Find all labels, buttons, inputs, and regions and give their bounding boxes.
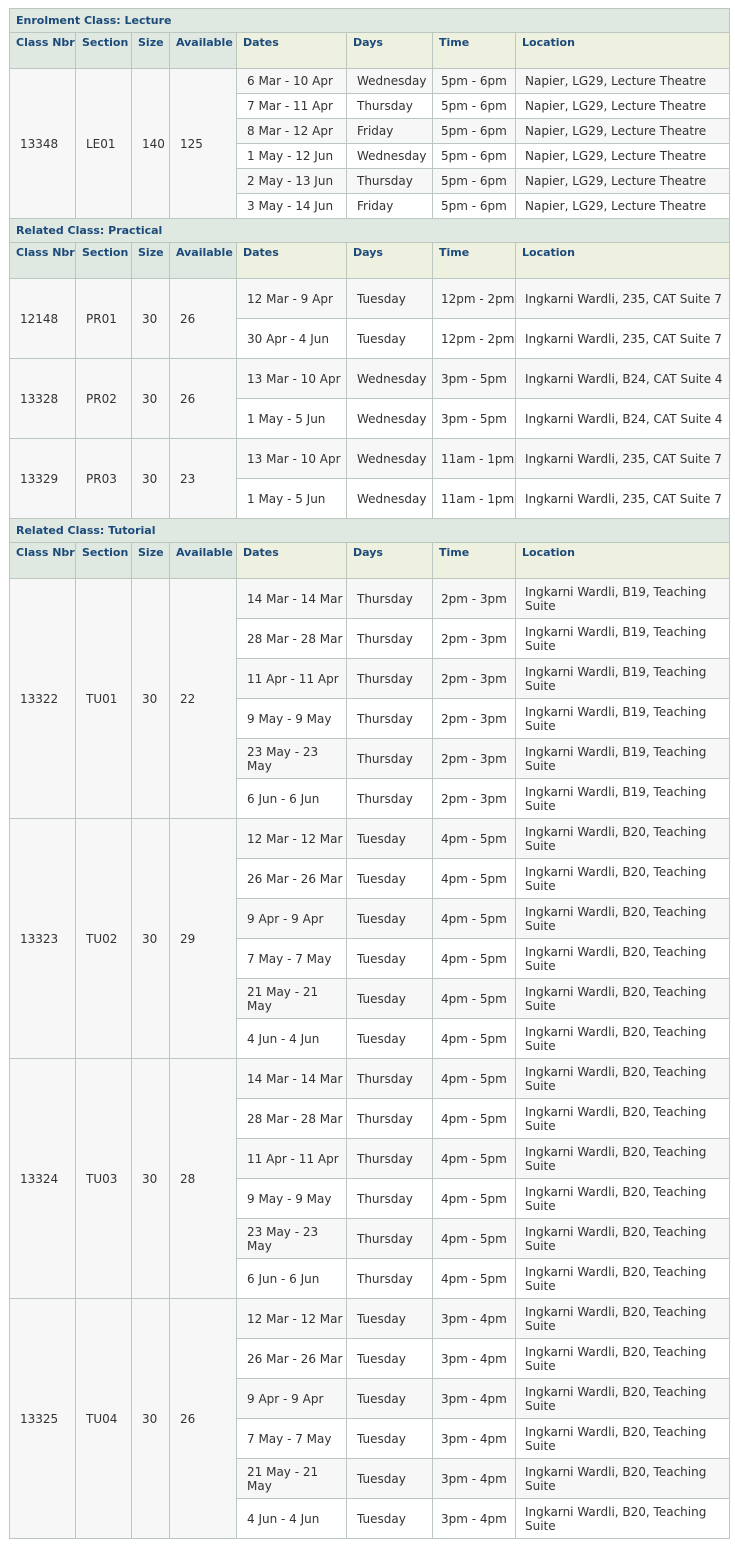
meeting-dates: 12 Mar - 12 Mar	[237, 819, 347, 859]
meeting-location: Ingkarni Wardli, B20, Teaching Suite	[516, 979, 730, 1019]
meeting-time: 4pm - 5pm	[433, 1219, 516, 1259]
meeting-location: Ingkarni Wardli, B20, Teaching Suite	[516, 1059, 730, 1099]
meeting-time: 12pm - 2pm	[433, 279, 516, 319]
header-size: Size	[132, 243, 170, 279]
class-size: 30	[132, 1299, 170, 1539]
meeting-days: Wednesday	[347, 439, 433, 479]
meeting-dates: 3 May - 14 Jun	[237, 194, 347, 219]
meeting-time: 2pm - 3pm	[433, 659, 516, 699]
class-number: 13325	[10, 1299, 76, 1539]
meeting-dates: 23 May - 23 May	[237, 739, 347, 779]
meeting-dates: 6 Mar - 10 Apr	[237, 69, 347, 94]
meeting-days: Tuesday	[347, 1299, 433, 1339]
meeting-location: Ingkarni Wardli, B19, Teaching Suite	[516, 619, 730, 659]
section-code: PR01	[76, 279, 132, 359]
meeting-days: Thursday	[347, 1259, 433, 1299]
header-class-nbr: Class Nbr	[10, 243, 76, 279]
class-schedule	[9, 8, 729, 1539]
meeting-time: 12pm - 2pm	[433, 319, 516, 359]
meeting-days: Thursday	[347, 169, 433, 194]
meeting-dates: 1 May - 5 Jun	[237, 399, 347, 439]
meeting-dates: 7 May - 7 May	[237, 1419, 347, 1459]
meeting-dates: 6 Jun - 6 Jun	[237, 1259, 347, 1299]
meeting-days: Thursday	[347, 1219, 433, 1259]
class-number: 13329	[10, 439, 76, 519]
section-code: TU01	[76, 579, 132, 819]
meeting-days: Tuesday	[347, 1019, 433, 1059]
meeting-time: 2pm - 3pm	[433, 779, 516, 819]
meeting-location: Napier, LG29, Lecture Theatre	[516, 69, 730, 94]
header-location: Location	[516, 543, 730, 579]
meeting-location: Ingkarni Wardli, B20, Teaching Suite	[516, 939, 730, 979]
meeting-location: Ingkarni Wardli, 235, CAT Suite 7	[516, 319, 730, 359]
table-row	[10, 579, 730, 619]
header-available: Available	[170, 543, 237, 579]
table-row	[10, 439, 730, 479]
meeting-dates: 9 May - 9 May	[237, 1179, 347, 1219]
meeting-dates: 26 Mar - 26 Mar	[237, 859, 347, 899]
column-header-row	[10, 243, 730, 279]
class-size: 30	[132, 359, 170, 439]
table-row	[10, 819, 730, 859]
meeting-time: 2pm - 3pm	[433, 739, 516, 779]
meeting-location: Napier, LG29, Lecture Theatre	[516, 194, 730, 219]
meeting-dates: 11 Apr - 11 Apr	[237, 1139, 347, 1179]
meeting-days: Tuesday	[347, 939, 433, 979]
meeting-location: Ingkarni Wardli, B20, Teaching Suite	[516, 819, 730, 859]
meeting-days: Tuesday	[347, 979, 433, 1019]
meeting-dates: 14 Mar - 14 Mar	[237, 579, 347, 619]
meeting-days: Thursday	[347, 1059, 433, 1099]
meeting-dates: 9 Apr - 9 Apr	[237, 899, 347, 939]
meeting-location: Ingkarni Wardli, B20, Teaching Suite	[516, 1339, 730, 1379]
meeting-location: Ingkarni Wardli, B19, Teaching Suite	[516, 579, 730, 619]
seats-available: 28	[170, 1059, 237, 1299]
meeting-dates: 28 Mar - 28 Mar	[237, 619, 347, 659]
class-size: 30	[132, 1059, 170, 1299]
seats-available: 26	[170, 279, 237, 359]
meeting-location: Ingkarni Wardli, B20, Teaching Suite	[516, 1139, 730, 1179]
meeting-dates: 4 Jun - 4 Jun	[237, 1499, 347, 1539]
seats-available: 29	[170, 819, 237, 1059]
meeting-dates: 1 May - 5 Jun	[237, 479, 347, 519]
meeting-location: Ingkarni Wardli, B19, Teaching Suite	[516, 779, 730, 819]
meeting-days: Tuesday	[347, 1459, 433, 1499]
meeting-time: 4pm - 5pm	[433, 859, 516, 899]
meeting-days: Wednesday	[347, 144, 433, 169]
meeting-time: 2pm - 3pm	[433, 699, 516, 739]
table-row	[10, 279, 730, 319]
header-days: Days	[347, 543, 433, 579]
meeting-days: Thursday	[347, 619, 433, 659]
header-size: Size	[132, 33, 170, 69]
meeting-dates: 2 May - 13 Jun	[237, 169, 347, 194]
section-code: PR02	[76, 359, 132, 439]
meeting-dates: 13 Mar - 10 Apr	[237, 359, 347, 399]
meeting-days: Thursday	[347, 1179, 433, 1219]
seats-available: 125	[170, 69, 237, 219]
meeting-location: Ingkarni Wardli, B20, Teaching Suite	[516, 1459, 730, 1499]
table-row	[10, 69, 730, 94]
meeting-time: 4pm - 5pm	[433, 899, 516, 939]
meeting-time: 11am - 1pm	[433, 439, 516, 479]
header-time: Time	[433, 543, 516, 579]
meeting-dates: 9 May - 9 May	[237, 699, 347, 739]
meeting-days: Tuesday	[347, 1339, 433, 1379]
meeting-dates: 28 Mar - 28 Mar	[237, 1099, 347, 1139]
meeting-location: Napier, LG29, Lecture Theatre	[516, 144, 730, 169]
meeting-time: 3pm - 4pm	[433, 1379, 516, 1419]
meeting-days: Friday	[347, 119, 433, 144]
section-code: LE01	[76, 69, 132, 219]
meeting-days: Tuesday	[347, 1379, 433, 1419]
meeting-days: Thursday	[347, 94, 433, 119]
meeting-time: 4pm - 5pm	[433, 1259, 516, 1299]
meeting-time: 4pm - 5pm	[433, 939, 516, 979]
header-section: Section	[76, 543, 132, 579]
meeting-time: 4pm - 5pm	[433, 1099, 516, 1139]
header-dates: Dates	[237, 543, 347, 579]
meeting-time: 3pm - 4pm	[433, 1459, 516, 1499]
meeting-time: 5pm - 6pm	[433, 144, 516, 169]
section-title: Related Class: Tutorial	[10, 519, 730, 543]
meeting-dates: 7 May - 7 May	[237, 939, 347, 979]
meeting-time: 3pm - 4pm	[433, 1499, 516, 1539]
header-time: Time	[433, 33, 516, 69]
meeting-location: Napier, LG29, Lecture Theatre	[516, 169, 730, 194]
section-title: Enrolment Class: Lecture	[10, 9, 730, 33]
header-section: Section	[76, 33, 132, 69]
meeting-time: 5pm - 6pm	[433, 69, 516, 94]
meeting-dates: 11 Apr - 11 Apr	[237, 659, 347, 699]
section-code: TU04	[76, 1299, 132, 1539]
meeting-days: Thursday	[347, 779, 433, 819]
meeting-time: 4pm - 5pm	[433, 1059, 516, 1099]
meeting-location: Ingkarni Wardli, B20, Teaching Suite	[516, 1299, 730, 1339]
meeting-location: Ingkarni Wardli, B19, Teaching Suite	[516, 659, 730, 699]
meeting-location: Ingkarni Wardli, B19, Teaching Suite	[516, 739, 730, 779]
table-row	[10, 1299, 730, 1339]
meeting-days: Thursday	[347, 739, 433, 779]
class-size: 30	[132, 579, 170, 819]
meeting-time: 4pm - 5pm	[433, 1019, 516, 1059]
class-number: 13328	[10, 359, 76, 439]
seats-available: 22	[170, 579, 237, 819]
section-title: Related Class: Practical	[10, 219, 730, 243]
meeting-time: 3pm - 5pm	[433, 399, 516, 439]
meeting-time: 2pm - 3pm	[433, 579, 516, 619]
table-row	[10, 359, 730, 399]
meeting-location: Ingkarni Wardli, B24, CAT Suite 4	[516, 359, 730, 399]
schedule-body	[10, 9, 730, 1539]
meeting-dates: 9 Apr - 9 Apr	[237, 1379, 347, 1419]
meeting-time: 4pm - 5pm	[433, 1139, 516, 1179]
meeting-days: Wednesday	[347, 359, 433, 399]
class-number: 13348	[10, 69, 76, 219]
class-schedule-table	[9, 8, 730, 1539]
meeting-days: Thursday	[347, 1099, 433, 1139]
meeting-days: Thursday	[347, 579, 433, 619]
meeting-dates: 7 Mar - 11 Apr	[237, 94, 347, 119]
meeting-time: 5pm - 6pm	[433, 194, 516, 219]
section-title-row	[10, 9, 730, 33]
meeting-location: Ingkarni Wardli, B20, Teaching Suite	[516, 859, 730, 899]
meeting-days: Thursday	[347, 659, 433, 699]
meeting-location: Ingkarni Wardli, B24, CAT Suite 4	[516, 399, 730, 439]
header-available: Available	[170, 243, 237, 279]
class-size: 140	[132, 69, 170, 219]
meeting-dates: 12 Mar - 12 Mar	[237, 1299, 347, 1339]
meeting-time: 3pm - 5pm	[433, 359, 516, 399]
header-location: Location	[516, 33, 730, 69]
header-time: Time	[433, 243, 516, 279]
header-available: Available	[170, 33, 237, 69]
meeting-days: Tuesday	[347, 899, 433, 939]
section-title-row	[10, 519, 730, 543]
meeting-dates: 12 Mar - 9 Apr	[237, 279, 347, 319]
class-size: 30	[132, 819, 170, 1059]
meeting-time: 5pm - 6pm	[433, 169, 516, 194]
class-number: 13324	[10, 1059, 76, 1299]
meeting-location: Ingkarni Wardli, 235, CAT Suite 7	[516, 479, 730, 519]
class-number: 13322	[10, 579, 76, 819]
meeting-time: 5pm - 6pm	[433, 94, 516, 119]
meeting-time: 4pm - 5pm	[433, 979, 516, 1019]
header-class-nbr: Class Nbr	[10, 33, 76, 69]
meeting-time: 3pm - 4pm	[433, 1419, 516, 1459]
meeting-dates: 26 Mar - 26 Mar	[237, 1339, 347, 1379]
meeting-location: Napier, LG29, Lecture Theatre	[516, 119, 730, 144]
meeting-location: Ingkarni Wardli, 235, CAT Suite 7	[516, 439, 730, 479]
meeting-location: Ingkarni Wardli, B19, Teaching Suite	[516, 699, 730, 739]
section-title-row	[10, 219, 730, 243]
meeting-dates: 23 May - 23 May	[237, 1219, 347, 1259]
seats-available: 26	[170, 1299, 237, 1539]
class-size: 30	[132, 279, 170, 359]
meeting-location: Ingkarni Wardli, B20, Teaching Suite	[516, 1379, 730, 1419]
header-days: Days	[347, 33, 433, 69]
meeting-time: 2pm - 3pm	[433, 619, 516, 659]
meeting-days: Tuesday	[347, 859, 433, 899]
header-dates: Dates	[237, 33, 347, 69]
header-section: Section	[76, 243, 132, 279]
meeting-location: Ingkarni Wardli, B20, Teaching Suite	[516, 1499, 730, 1539]
meeting-dates: 21 May - 21 May	[237, 1459, 347, 1499]
meeting-days: Thursday	[347, 699, 433, 739]
meeting-time: 11am - 1pm	[433, 479, 516, 519]
meeting-dates: 21 May - 21 May	[237, 979, 347, 1019]
header-days: Days	[347, 243, 433, 279]
header-location: Location	[516, 243, 730, 279]
meeting-location: Ingkarni Wardli, B20, Teaching Suite	[516, 899, 730, 939]
header-dates: Dates	[237, 243, 347, 279]
class-number: 13323	[10, 819, 76, 1059]
meeting-location: Ingkarni Wardli, 235, CAT Suite 7	[516, 279, 730, 319]
meeting-location: Ingkarni Wardli, B20, Teaching Suite	[516, 1219, 730, 1259]
meeting-days: Tuesday	[347, 1499, 433, 1539]
meeting-dates: 4 Jun - 4 Jun	[237, 1019, 347, 1059]
meeting-time: 3pm - 4pm	[433, 1339, 516, 1379]
meeting-location: Ingkarni Wardli, B20, Teaching Suite	[516, 1019, 730, 1059]
class-size: 30	[132, 439, 170, 519]
meeting-days: Thursday	[347, 1139, 433, 1179]
column-header-row	[10, 33, 730, 69]
meeting-time: 4pm - 5pm	[433, 819, 516, 859]
meeting-days: Friday	[347, 194, 433, 219]
meeting-location: Ingkarni Wardli, B20, Teaching Suite	[516, 1419, 730, 1459]
meeting-dates: 6 Jun - 6 Jun	[237, 779, 347, 819]
meeting-time: 5pm - 6pm	[433, 119, 516, 144]
column-header-row	[10, 543, 730, 579]
meeting-dates: 14 Mar - 14 Mar	[237, 1059, 347, 1099]
meeting-days: Wednesday	[347, 69, 433, 94]
meeting-days: Wednesday	[347, 479, 433, 519]
meeting-location: Napier, LG29, Lecture Theatre	[516, 94, 730, 119]
section-code: PR03	[76, 439, 132, 519]
meeting-dates: 1 May - 12 Jun	[237, 144, 347, 169]
meeting-time: 4pm - 5pm	[433, 1179, 516, 1219]
meeting-days: Wednesday	[347, 399, 433, 439]
class-number: 12148	[10, 279, 76, 359]
section-code: TU03	[76, 1059, 132, 1299]
meeting-days: Tuesday	[347, 819, 433, 859]
meeting-days: Tuesday	[347, 279, 433, 319]
meeting-location: Ingkarni Wardli, B20, Teaching Suite	[516, 1179, 730, 1219]
meeting-location: Ingkarni Wardli, B20, Teaching Suite	[516, 1259, 730, 1299]
meeting-time: 3pm - 4pm	[433, 1299, 516, 1339]
seats-available: 23	[170, 439, 237, 519]
meeting-days: Tuesday	[347, 1419, 433, 1459]
seats-available: 26	[170, 359, 237, 439]
meeting-dates: 13 Mar - 10 Apr	[237, 439, 347, 479]
meeting-location: Ingkarni Wardli, B20, Teaching Suite	[516, 1099, 730, 1139]
meeting-dates: 30 Apr - 4 Jun	[237, 319, 347, 359]
table-row	[10, 1059, 730, 1099]
header-class-nbr: Class Nbr	[10, 543, 76, 579]
section-code: TU02	[76, 819, 132, 1059]
meeting-days: Tuesday	[347, 319, 433, 359]
meeting-dates: 8 Mar - 12 Apr	[237, 119, 347, 144]
header-size: Size	[132, 543, 170, 579]
